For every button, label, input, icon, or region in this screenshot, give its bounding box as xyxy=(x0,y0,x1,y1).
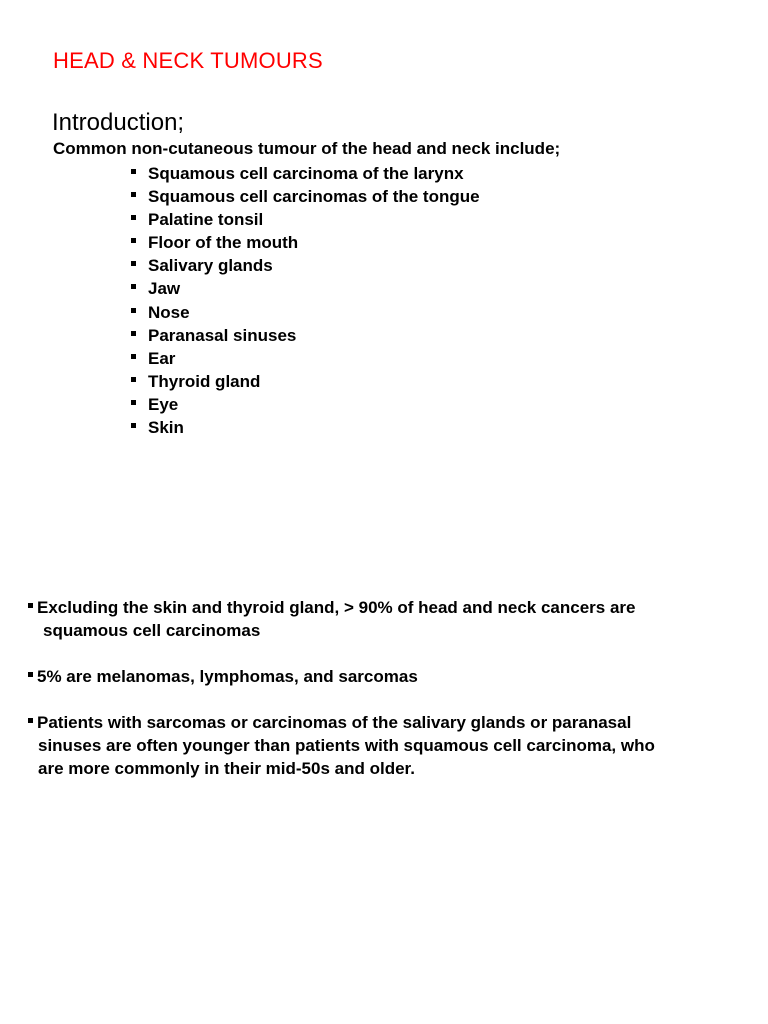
note-text: Patients with sarcomas or carcinomas of the salivary glands or paranasal xyxy=(37,713,632,732)
square-bullet-icon xyxy=(131,238,136,243)
square-bullet-icon xyxy=(28,718,33,723)
intro-text: Common non-cutaneous tumour of the head and neck include; xyxy=(53,139,561,158)
list-item-label: Skin xyxy=(148,418,184,438)
note-line xyxy=(28,596,635,619)
list-item-label: Paranasal sinuses xyxy=(148,325,297,345)
list-item-label: Ear xyxy=(148,348,176,368)
note-line: are more commonly in their mid-50s and older. xyxy=(38,759,415,778)
list-item xyxy=(131,231,480,254)
note-patient-age xyxy=(28,711,655,780)
list-item-label: Thyroid gland xyxy=(148,371,261,391)
square-bullet-icon xyxy=(131,400,136,405)
square-bullet-icon xyxy=(28,672,33,677)
note-squamous-majority xyxy=(28,596,635,642)
square-bullet-icon xyxy=(131,261,136,266)
note-line: squamous cell carcinomas xyxy=(43,621,261,640)
list-item xyxy=(131,162,480,185)
note-text: 5% are melanomas, lymphomas, and sarcomas xyxy=(37,667,418,686)
list-item xyxy=(131,370,480,393)
square-bullet-icon xyxy=(131,331,136,336)
note-line xyxy=(28,665,418,688)
square-bullet-icon xyxy=(131,192,136,197)
list-item-label: Squamous cell carcinoma of the larynx xyxy=(148,164,464,183)
list-item-label: Eye xyxy=(148,394,179,414)
note-other-types xyxy=(28,665,418,688)
intro-heading: Introduction; xyxy=(52,109,185,136)
square-bullet-icon xyxy=(131,354,136,359)
list-item xyxy=(131,185,480,208)
list-item xyxy=(131,277,480,300)
list-item xyxy=(131,301,480,324)
square-bullet-icon xyxy=(131,423,136,428)
list-item xyxy=(131,254,480,277)
list-item-label: Nose xyxy=(148,302,190,322)
note-line xyxy=(28,711,655,734)
tumour-site-list xyxy=(131,162,480,439)
list-item xyxy=(131,416,480,439)
list-item-label: Floor of the mouth xyxy=(148,233,299,253)
list-item-label: Salivary glands xyxy=(148,256,273,276)
note-line: sinuses are often younger than patients with squamous cell carcinoma, who xyxy=(38,736,655,755)
square-bullet-icon xyxy=(131,284,136,289)
list-item xyxy=(131,324,480,347)
list-item xyxy=(131,208,480,231)
list-item xyxy=(131,393,480,416)
square-bullet-icon xyxy=(131,169,136,174)
square-bullet-icon xyxy=(131,215,136,220)
page-title: HEAD & NECK TUMOURS xyxy=(53,48,323,73)
list-item xyxy=(131,347,480,370)
square-bullet-icon xyxy=(28,603,33,608)
list-item-label: Palatine tonsil xyxy=(148,210,264,230)
note-text: Excluding the skin and thyroid gland, > 90% of head and neck cancers are xyxy=(37,598,636,617)
square-bullet-icon xyxy=(131,308,136,313)
square-bullet-icon xyxy=(131,377,136,382)
list-item-label: Squamous cell carcinomas of the tongue xyxy=(148,187,480,207)
list-item-label: Jaw xyxy=(148,279,181,299)
